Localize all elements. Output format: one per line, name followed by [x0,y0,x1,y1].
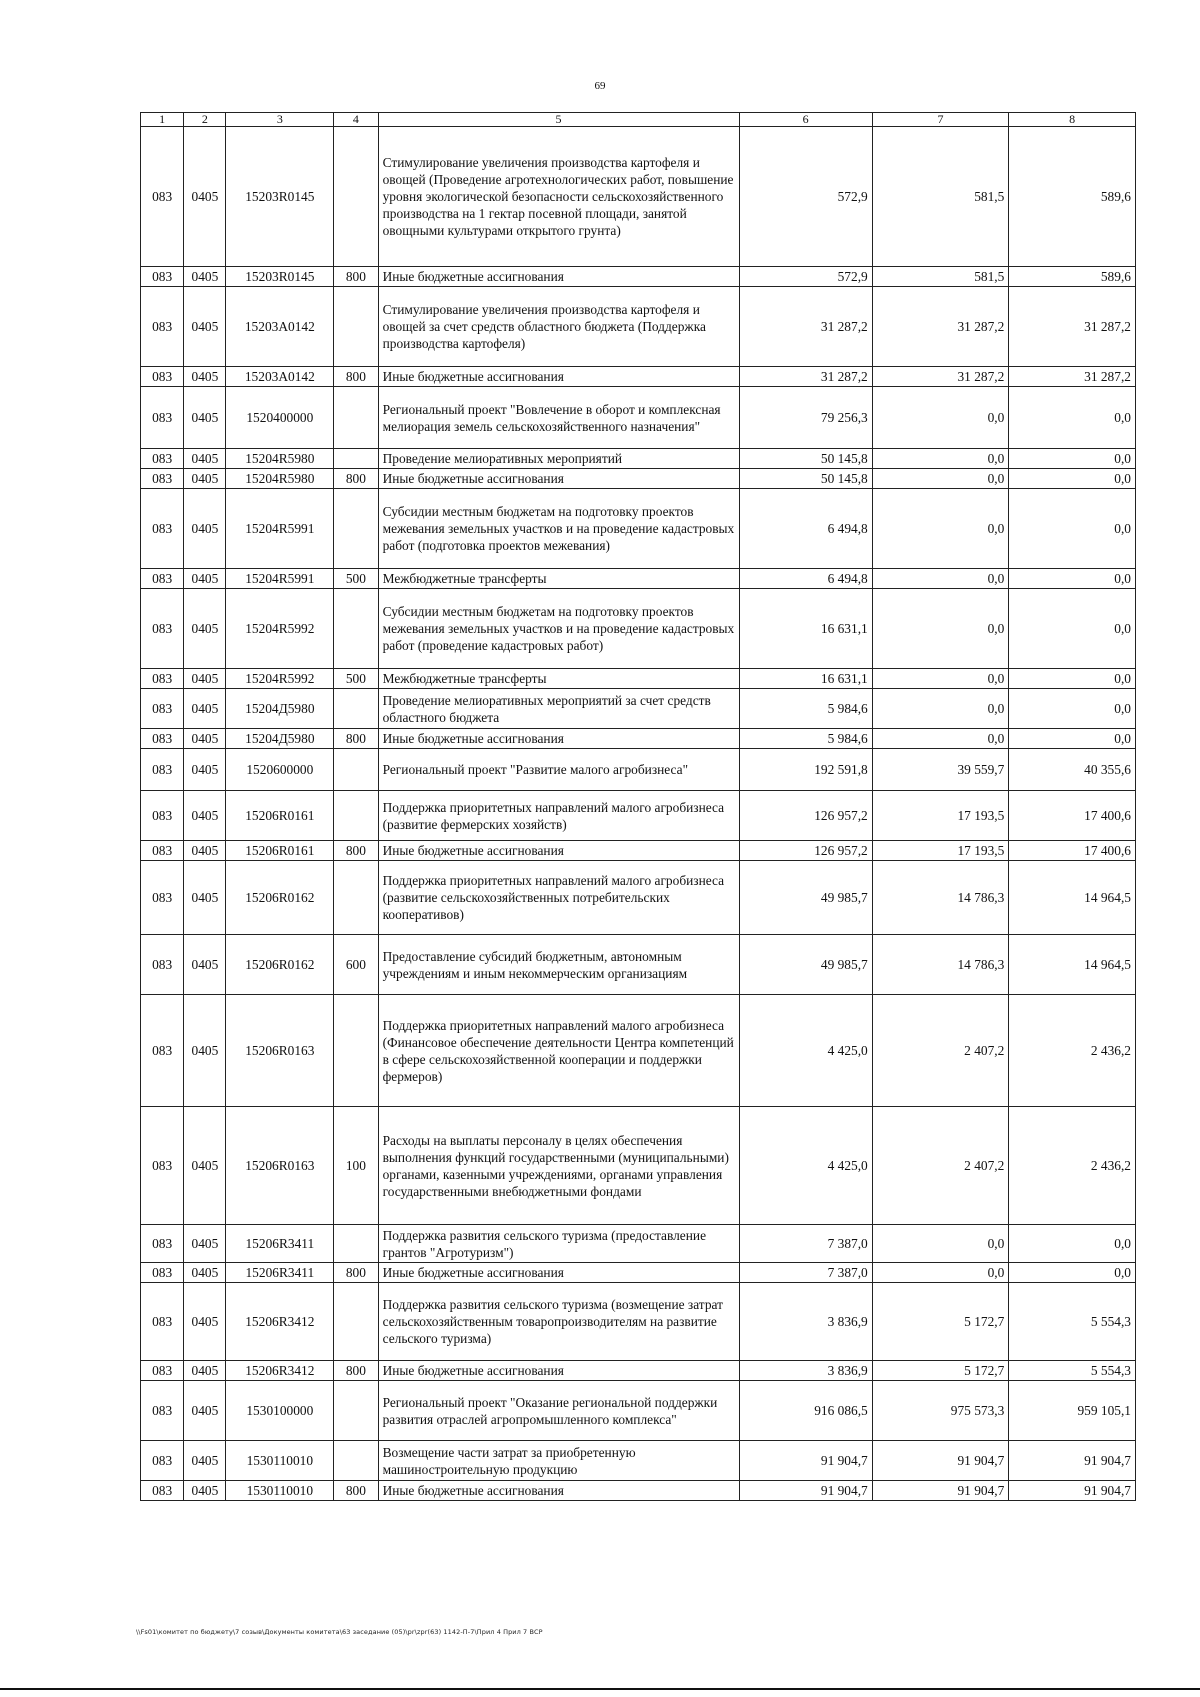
target-article-cell: 15204R5980 [226,449,334,469]
amount-col7-cell: 31 287,2 [872,367,1009,387]
table-row [141,1381,1136,1441]
section-code-cell: 0405 [184,689,226,729]
column-header: 2 [184,113,226,127]
target-article-cell: 15206R0162 [226,861,334,935]
column-header: 3 [226,113,334,127]
section-code-cell: 0405 [184,995,226,1107]
table-row [141,569,1136,589]
admin-code-cell: 083 [141,729,184,749]
target-article-cell: 15206R3412 [226,1283,334,1361]
description-cell: Стимулирование увеличения производства картофеля и овощей (Проведение агротехнологических работ, повышение уровня экологической безопасности сельскохозяйственного производства на 1 гектар посевной площади, занятой овощными культурами открытого грунта) [378,127,739,267]
amount-col6-cell: 5 984,6 [739,689,872,729]
section-code-cell: 0405 [184,1283,226,1361]
column-header: 1 [141,113,184,127]
admin-code-cell: 083 [141,287,184,367]
amount-col8-cell: 0,0 [1009,387,1136,449]
table-row [141,1263,1136,1283]
expense-type-cell [334,749,378,791]
expense-type-cell: 500 [334,669,378,689]
table-row [141,267,1136,287]
table-row [141,729,1136,749]
column-header: 7 [872,113,1009,127]
table-row [141,1225,1136,1263]
amount-col7-cell: 2 407,2 [872,995,1009,1107]
amount-col7-cell: 0,0 [872,387,1009,449]
expense-type-cell: 800 [334,729,378,749]
admin-code-cell: 083 [141,589,184,669]
expense-type-cell: 800 [334,1361,378,1381]
amount-col7-cell: 0,0 [872,689,1009,729]
admin-code-cell: 083 [141,449,184,469]
amount-col6-cell: 4 425,0 [739,1107,872,1225]
table-row [141,1283,1136,1361]
amount-col7-cell: 0,0 [872,1225,1009,1263]
amount-col6-cell: 7 387,0 [739,1263,872,1283]
admin-code-cell: 083 [141,1441,184,1481]
expense-type-cell: 800 [334,1481,378,1501]
column-header: 5 [378,113,739,127]
target-article-cell: 15204Д5980 [226,689,334,729]
target-article-cell: 15206R3411 [226,1225,334,1263]
section-code-cell: 0405 [184,935,226,995]
admin-code-cell: 083 [141,1263,184,1283]
description-cell: Иные бюджетные ассигнования [378,1361,739,1381]
expense-type-cell [334,449,378,469]
expense-type-cell: 800 [334,267,378,287]
amount-col8-cell: 589,6 [1009,267,1136,287]
expense-type-cell [334,995,378,1107]
amount-col6-cell: 31 287,2 [739,287,872,367]
expense-type-cell: 600 [334,935,378,995]
amount-col7-cell: 2 407,2 [872,1107,1009,1225]
table-row [141,791,1136,841]
amount-col6-cell: 572,9 [739,267,872,287]
amount-col6-cell: 49 985,7 [739,861,872,935]
description-cell: Возмещение части затрат за приобретенную машиностроительную продукцию [378,1441,739,1481]
amount-col8-cell: 0,0 [1009,449,1136,469]
expense-type-cell [334,489,378,569]
amount-col7-cell: 39 559,7 [872,749,1009,791]
amount-col7-cell: 0,0 [872,449,1009,469]
amount-col6-cell: 192 591,8 [739,749,872,791]
section-code-cell: 0405 [184,569,226,589]
description-cell: Поддержка приоритетных направлений малого агробизнеса (развитие сельскохозяйственных потребительских кооперативов) [378,861,739,935]
amount-col7-cell: 975 573,3 [872,1381,1009,1441]
description-cell: Региональный проект "Оказание региональной поддержки развития отраслей агропромышленного комплекса" [378,1381,739,1441]
target-article-cell: 15203А0142 [226,367,334,387]
target-article-cell: 15206R3411 [226,1263,334,1283]
section-code-cell: 0405 [184,287,226,367]
table-row [141,127,1136,267]
section-code-cell: 0405 [184,861,226,935]
section-code-cell: 0405 [184,589,226,669]
description-cell: Поддержка развития сельского туризма (предоставление грантов "Агротуризм") [378,1225,739,1263]
table-row [141,589,1136,669]
target-article-cell: 15206R3412 [226,1361,334,1381]
section-code-cell: 0405 [184,1361,226,1381]
target-article-cell: 15203R0145 [226,267,334,287]
description-cell: Расходы на выплаты персоналу в целях обеспечения выполнения функций государственными (муниципальными) органами, казенными учреждениями, органами управления государственными внебюджетными фондами [378,1107,739,1225]
table-row [141,469,1136,489]
amount-col8-cell: 959 105,1 [1009,1381,1136,1441]
amount-col8-cell: 0,0 [1009,689,1136,729]
section-code-cell: 0405 [184,387,226,449]
expense-type-cell [334,1283,378,1361]
section-code-cell: 0405 [184,449,226,469]
admin-code-cell: 083 [141,1381,184,1441]
admin-code-cell: 083 [141,569,184,589]
section-code-cell: 0405 [184,367,226,387]
target-article-cell: 15204R5992 [226,589,334,669]
section-code-cell: 0405 [184,469,226,489]
description-cell: Иные бюджетные ассигнования [378,367,739,387]
amount-col6-cell: 916 086,5 [739,1381,872,1441]
amount-col8-cell: 2 436,2 [1009,1107,1136,1225]
amount-col8-cell: 0,0 [1009,469,1136,489]
admin-code-cell: 083 [141,267,184,287]
table-row [141,489,1136,569]
section-code-cell: 0405 [184,1263,226,1283]
expense-type-cell: 100 [334,1107,378,1225]
amount-col8-cell: 0,0 [1009,729,1136,749]
amount-col7-cell: 17 193,5 [872,791,1009,841]
table-row [141,1441,1136,1481]
amount-col8-cell: 0,0 [1009,669,1136,689]
amount-col7-cell: 17 193,5 [872,841,1009,861]
description-cell: Предоставление субсидий бюджетным, автономным учреждениям и иным некоммерческим организациям [378,935,739,995]
description-cell: Иные бюджетные ассигнования [378,1263,739,1283]
amount-col8-cell: 40 355,6 [1009,749,1136,791]
table-row [141,449,1136,469]
amount-col7-cell: 581,5 [872,267,1009,287]
bottom-edge-line [0,1688,1200,1690]
budget-table [140,112,1136,1501]
column-number-row [141,113,1136,127]
amount-col8-cell: 0,0 [1009,489,1136,569]
amount-col6-cell: 3 836,9 [739,1361,872,1381]
description-cell: Субсидии местным бюджетам на подготовку проектов межевания земельных участков и на проведение кадастровых работ (подготовка проектов межевания) [378,489,739,569]
expense-type-cell [334,791,378,841]
amount-col6-cell: 4 425,0 [739,995,872,1107]
amount-col7-cell: 0,0 [872,669,1009,689]
amount-col8-cell: 17 400,6 [1009,841,1136,861]
target-article-cell: 1530100000 [226,1381,334,1441]
description-cell: Поддержка приоритетных направлений малого агробизнеса (развитие фермерских хозяйств) [378,791,739,841]
admin-code-cell: 083 [141,1283,184,1361]
expense-type-cell [334,1381,378,1441]
column-header: 8 [1009,113,1136,127]
amount-col7-cell: 0,0 [872,729,1009,749]
description-cell: Региональный проект "Развитие малого агробизнеса" [378,749,739,791]
admin-code-cell: 083 [141,841,184,861]
amount-col6-cell: 126 957,2 [739,841,872,861]
target-article-cell: 1530110010 [226,1441,334,1481]
amount-col7-cell: 14 786,3 [872,861,1009,935]
target-article-cell: 1520400000 [226,387,334,449]
table-body [141,127,1136,1501]
amount-col8-cell: 31 287,2 [1009,367,1136,387]
table-row [141,1481,1136,1501]
amount-col8-cell: 17 400,6 [1009,791,1136,841]
target-article-cell: 15204R5980 [226,469,334,489]
section-code-cell: 0405 [184,841,226,861]
target-article-cell: 15206R0163 [226,995,334,1107]
table-row [141,749,1136,791]
table-row [141,935,1136,995]
expense-type-cell: 800 [334,367,378,387]
admin-code-cell: 083 [141,1481,184,1501]
description-cell: Межбюджетные трансферты [378,669,739,689]
expense-type-cell: 800 [334,1263,378,1283]
section-code-cell: 0405 [184,1381,226,1441]
admin-code-cell: 083 [141,935,184,995]
description-cell: Межбюджетные трансферты [378,569,739,589]
amount-col6-cell: 6 494,8 [739,489,872,569]
amount-col6-cell: 16 631,1 [739,589,872,669]
column-header: 4 [334,113,378,127]
section-code-cell: 0405 [184,749,226,791]
amount-col6-cell: 91 904,7 [739,1441,872,1481]
expense-type-cell [334,1225,378,1263]
admin-code-cell: 083 [141,1361,184,1381]
table-row [141,861,1136,935]
expense-type-cell: 500 [334,569,378,589]
description-cell: Региональный проект "Вовлечение в оборот и комплексная мелиорация земель сельскохозяйственного назначения" [378,387,739,449]
section-code-cell: 0405 [184,127,226,267]
table-row [141,367,1136,387]
amount-col7-cell: 5 172,7 [872,1361,1009,1381]
column-header: 6 [739,113,872,127]
target-article-cell: 15204R5991 [226,569,334,589]
section-code-cell: 0405 [184,489,226,569]
admin-code-cell: 083 [141,995,184,1107]
description-cell: Иные бюджетные ассигнования [378,469,739,489]
expense-type-cell [334,387,378,449]
amount-col7-cell: 14 786,3 [872,935,1009,995]
amount-col6-cell: 6 494,8 [739,569,872,589]
admin-code-cell: 083 [141,127,184,267]
amount-col6-cell: 50 145,8 [739,449,872,469]
amount-col6-cell: 3 836,9 [739,1283,872,1361]
section-code-cell: 0405 [184,267,226,287]
expense-type-cell [334,127,378,267]
footer-file-path: \\Fs01\комитет по бюджету\7 созыв\Документы комитета\63 заседание (05)\pr\zpr(63) 1142-П-7\Прил 4 Прил 7 ВСР [136,1628,543,1636]
description-cell: Иные бюджетные ассигнования [378,841,739,861]
amount-col8-cell: 0,0 [1009,1263,1136,1283]
admin-code-cell: 083 [141,1225,184,1263]
description-cell: Иные бюджетные ассигнования [378,267,739,287]
page-number: 69 [594,80,606,92]
target-article-cell: 1530110010 [226,1481,334,1501]
description-cell: Стимулирование увеличения производства картофеля и овощей за счет средств областного бюджета (Поддержка производства картофеля) [378,287,739,367]
section-code-cell: 0405 [184,669,226,689]
amount-col6-cell: 79 256,3 [739,387,872,449]
section-code-cell: 0405 [184,1107,226,1225]
amount-col8-cell: 2 436,2 [1009,995,1136,1107]
amount-col8-cell: 14 964,5 [1009,861,1136,935]
target-article-cell: 15206R0162 [226,935,334,995]
budget-table-container [140,112,1136,1501]
amount-col6-cell: 572,9 [739,127,872,267]
description-cell: Поддержка развития сельского туризма (возмещение затрат сельскохозяйственным товаропроизводителям на развитие сельского туризма) [378,1283,739,1361]
expense-type-cell [334,1441,378,1481]
amount-col7-cell: 31 287,2 [872,287,1009,367]
amount-col7-cell: 0,0 [872,569,1009,589]
expense-type-cell: 800 [334,469,378,489]
table-row [141,287,1136,367]
description-cell: Проведение мелиоративных мероприятий за счет средств областного бюджета [378,689,739,729]
table-row [141,669,1136,689]
amount-col7-cell: 91 904,7 [872,1441,1009,1481]
amount-col6-cell: 5 984,6 [739,729,872,749]
target-article-cell: 15203А0142 [226,287,334,367]
admin-code-cell: 083 [141,749,184,791]
amount-col8-cell: 91 904,7 [1009,1481,1136,1501]
expense-type-cell [334,589,378,669]
target-article-cell: 15206R0161 [226,791,334,841]
table-row [141,995,1136,1107]
admin-code-cell: 083 [141,689,184,729]
amount-col8-cell: 0,0 [1009,569,1136,589]
amount-col8-cell: 91 904,7 [1009,1441,1136,1481]
description-cell: Субсидии местным бюджетам на подготовку проектов межевания земельных участков и на проведение кадастровых работ (проведение кадастровых работ) [378,589,739,669]
amount-col8-cell: 589,6 [1009,127,1136,267]
amount-col6-cell: 7 387,0 [739,1225,872,1263]
amount-col6-cell: 126 957,2 [739,791,872,841]
amount-col7-cell: 0,0 [872,489,1009,569]
admin-code-cell: 083 [141,469,184,489]
admin-code-cell: 083 [141,367,184,387]
target-article-cell: 15203R0145 [226,127,334,267]
section-code-cell: 0405 [184,791,226,841]
admin-code-cell: 083 [141,489,184,569]
expense-type-cell [334,287,378,367]
table-row [141,841,1136,861]
table-row [141,1361,1136,1381]
section-code-cell: 0405 [184,1225,226,1263]
amount-col8-cell: 5 554,3 [1009,1361,1136,1381]
amount-col7-cell: 581,5 [872,127,1009,267]
amount-col8-cell: 14 964,5 [1009,935,1136,995]
amount-col8-cell: 0,0 [1009,589,1136,669]
amount-col6-cell: 49 985,7 [739,935,872,995]
admin-code-cell: 083 [141,861,184,935]
description-cell: Поддержка приоритетных направлений малого агробизнеса (Финансовое обеспечение деятельности Центра компетенций в сфере сельскохозяйственной кооперации и поддержки фермеров) [378,995,739,1107]
amount-col8-cell: 0,0 [1009,1225,1136,1263]
admin-code-cell: 083 [141,387,184,449]
description-cell: Проведение мелиоративных мероприятий [378,449,739,469]
table-row [141,387,1136,449]
target-article-cell: 1520600000 [226,749,334,791]
expense-type-cell [334,861,378,935]
target-article-cell: 15204R5991 [226,489,334,569]
expense-type-cell [334,689,378,729]
amount-col8-cell: 5 554,3 [1009,1283,1136,1361]
expense-type-cell: 800 [334,841,378,861]
target-article-cell: 15206R0161 [226,841,334,861]
section-code-cell: 0405 [184,1481,226,1501]
amount-col7-cell: 0,0 [872,1263,1009,1283]
admin-code-cell: 083 [141,791,184,841]
admin-code-cell: 083 [141,669,184,689]
description-cell: Иные бюджетные ассигнования [378,729,739,749]
amount-col7-cell: 91 904,7 [872,1481,1009,1501]
table-row [141,1107,1136,1225]
target-article-cell: 15206R0163 [226,1107,334,1225]
admin-code-cell: 083 [141,1107,184,1225]
amount-col6-cell: 91 904,7 [739,1481,872,1501]
amount-col7-cell: 0,0 [872,469,1009,489]
target-article-cell: 15204R5992 [226,669,334,689]
section-code-cell: 0405 [184,729,226,749]
amount-col7-cell: 0,0 [872,589,1009,669]
section-code-cell: 0405 [184,1441,226,1481]
amount-col6-cell: 31 287,2 [739,367,872,387]
table-row [141,689,1136,729]
amount-col7-cell: 5 172,7 [872,1283,1009,1361]
amount-col6-cell: 16 631,1 [739,669,872,689]
target-article-cell: 15204Д5980 [226,729,334,749]
description-cell: Иные бюджетные ассигнования [378,1481,739,1501]
amount-col6-cell: 50 145,8 [739,469,872,489]
amount-col8-cell: 31 287,2 [1009,287,1136,367]
